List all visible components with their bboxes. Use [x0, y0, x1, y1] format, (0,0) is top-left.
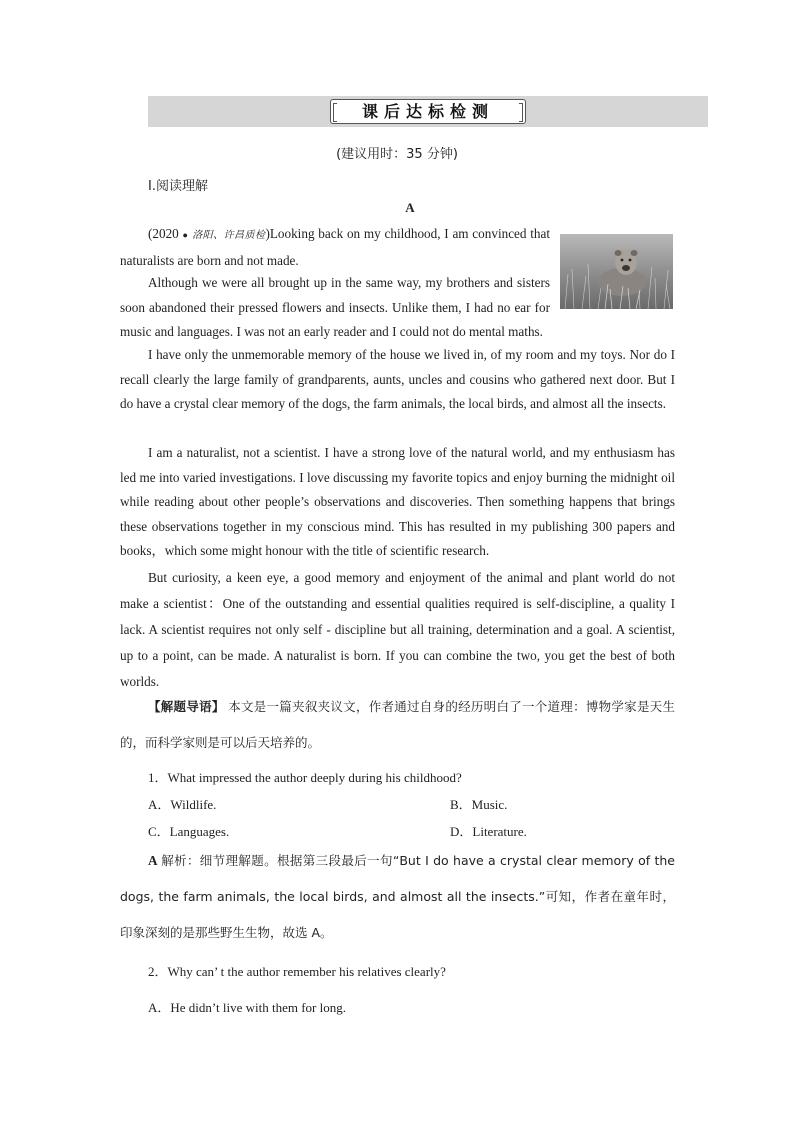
- question-2-stem: 2．Why can’ t the author remember his relatives clearly?: [148, 964, 446, 979]
- guide-text: 本文是一篇夹叙夹议文，作者通过自身的经历明白了一个道理：博物学家是天生的，而科学家则是可以后天培养的。: [120, 699, 675, 750]
- question-1-analysis-block: [120, 843, 675, 951]
- paragraph-1: [120, 222, 550, 273]
- suggested-time: (建议用时：35 分钟): [336, 147, 458, 162]
- question-1-option-a: A．Wildlife.: [148, 797, 217, 812]
- guide-block: [120, 689, 675, 761]
- page-title: 课后达标检测: [330, 99, 526, 124]
- lioness-photo: [560, 234, 673, 309]
- question-1-option-b: B．Music.: [450, 797, 508, 812]
- source-cities: 洛阳、许昌质检: [192, 230, 266, 241]
- paragraph-3-block: [120, 343, 675, 417]
- paragraph-2: Although we were all brought up in the same way, my brothers and sisters soon abandoned their pressed flowers and insects. Unlike them, I had no ear for music and languages. I was not an early reader and I could not do mental maths.: [120, 275, 550, 339]
- source-year: (2020: [148, 226, 179, 241]
- question-1-option-c: C．Languages.: [148, 824, 230, 839]
- guide-label: 【解题导语】: [148, 699, 225, 714]
- question-2-option-a: A．He didn’t live with them for long.: [148, 1000, 346, 1015]
- paragraph-1-text: )Looking back on my childhood, I am convinced that naturalists are born and not made.: [120, 226, 551, 268]
- source-bullet: ●: [182, 230, 189, 240]
- paragraph-5-block: [120, 565, 675, 695]
- paragraph-4: I am a naturalist, not a scientist. I have a strong love of the natural world, and my enthusiasm has led me into varied investigations. I love discussing my favorite topics and enjoy burning the midnight oil while reading about other people’s observations and discoveries. Then something happens that brings these observations together in my conscious mind. This has resulted in my publishing 300 papers and books，which some might honour with the title of scientific research.: [120, 445, 675, 558]
- paragraph-5: But curiosity, a keen eye, a good memory and enjoyment of the animal and plant world do not make a scientist：One of the outstanding and essential qualities required is self-discipline, a quality I lack. A scientist requires not only self - discipline but all training, determination and a goal. A scientist, up to a point, can be made. A naturalist is born. If you can combine the two, you get the best of both worlds.: [120, 570, 675, 689]
- paragraph-3: I have only the unmemorable memory of the house we lived in, of my room and my toys. Nor do I recall clearly the large family of grandparents, aunts, uncles and cousins who gathered next door. But I do have a crystal clear memory of the dogs, the farm animals, the local birds, and almost all the insects.: [120, 347, 675, 411]
- question-1-analysis: 解析：细节理解题。根据第三段最后一句“But I do have a crystal clear memory of the dogs, the farm animals, the local birds, and almost all the insects.”可知，作者在童年时，印象深刻的是那些野生生物，故选 A。: [120, 853, 675, 940]
- passage-letter: A: [405, 200, 415, 215]
- paragraph-4-block: [120, 441, 675, 564]
- section-heading: Ⅰ.阅读理解: [148, 179, 208, 194]
- question-1-answer: A: [148, 853, 158, 868]
- question-1-stem: 1．What impressed the author deeply during his childhood?: [148, 770, 462, 785]
- question-1-option-d: D．Literature.: [450, 824, 527, 839]
- paragraph-2-start: [120, 271, 550, 345]
